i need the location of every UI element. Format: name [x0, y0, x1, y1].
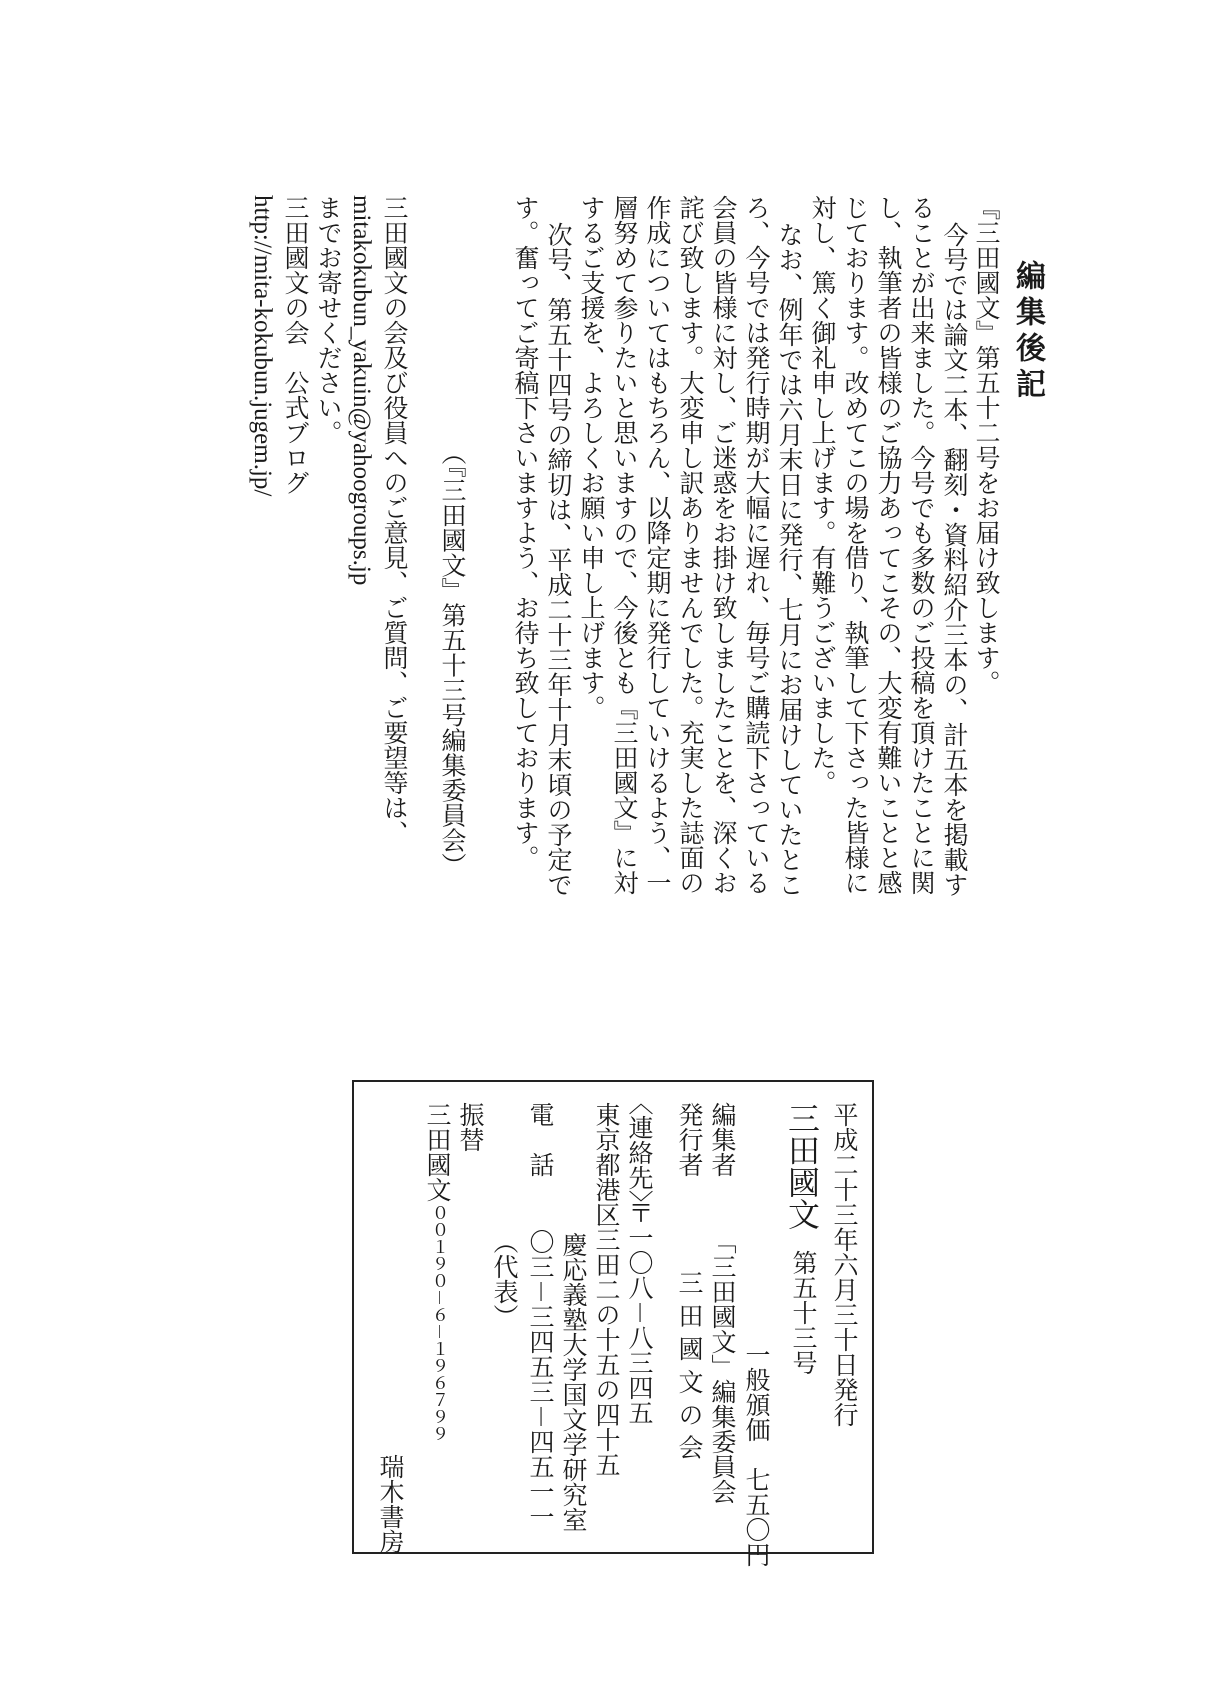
afterword-line: 層努めて参りたいと思いますので、今後とも『三田國文』に対	[610, 195, 639, 895]
colophon-journal-issue: 第五十三号	[789, 1250, 818, 1375]
afterword-line: 作成についてはもちろん、以降定期に発行していけるよう、一	[643, 195, 672, 895]
colophon-printer: 瑞木書房	[376, 1454, 405, 1554]
colophon-editor-label: 編集者	[708, 1102, 737, 1177]
colophon-phone-note: （代表）	[490, 1229, 519, 1329]
colophon-postal: 〒一〇八－八三四五	[625, 1200, 654, 1426]
afterword-line: ることが出来ました。今号でも多数のご投稿を頂けたことに関	[907, 195, 936, 895]
contact-line: 三田國文の会及び役員へのご意見、ご質問、ご要望等は、	[380, 195, 409, 845]
colophon-address: 東京都港区三田二の十五の四十五	[592, 1102, 621, 1477]
afterword-line: なお、例年では六月末日に発行、七月にお届けしていたとこ	[775, 222, 804, 897]
colophon-publisher-label: 発行者	[675, 1102, 704, 1177]
afterword-heading: 編集後記	[1010, 260, 1045, 404]
colophon-issue-date: 平成二十三年六月三十日発行	[830, 1102, 859, 1427]
colophon-contact-label: 〈連絡先〉	[625, 1090, 654, 1215]
afterword-line: し、執筆者の皆様のご協力あってこその、大変有難いことと感	[874, 195, 903, 895]
contact-line: までお寄せください。	[314, 195, 343, 445]
afterword-line: ろ、今号では発行時期が大幅に遅れ、毎号ご購読下さっている	[742, 195, 771, 895]
colophon-editor-value: 「三田國文」編集委員会	[708, 1229, 737, 1504]
afterword-line: するご支援を、よろしくお願い申し上げます。	[577, 195, 606, 720]
contact-email: mitakokubun_yakuin@yahoogroups.jp	[348, 195, 375, 586]
colophon-price: 一般頒価 七五〇円	[742, 1342, 771, 1567]
afterword-line: 次号、第五十四号の締切は、平成二十三年十月末頃の予定で	[544, 222, 573, 897]
afterword-line: す。奮ってご寄稿下さいますよう、お待ち致しております。	[511, 195, 540, 870]
afterword-line: 今号では論文二本、翻刻・資料紹介三本の、計五本を掲載す	[940, 222, 969, 897]
afterword-signature: （『三田國文』第五十三号編集委員会）	[438, 440, 467, 878]
afterword-line: 会員の皆様に対し、ご迷惑をお掛け致しましたことを、深くお	[709, 195, 738, 895]
afterword-line: 対し、篤く御礼申し上げます。有難うございました。	[808, 195, 837, 795]
colophon-journal-title: 三田國文	[783, 1102, 821, 1230]
afterword-line: 詫び致します。大変申し訳ありませんでした。充実した誌面の	[676, 195, 705, 895]
colophon-institution: 慶応義塾大学国文学研究室	[559, 1232, 588, 1532]
contact-line: 三田國文の会 公式ブログ	[281, 195, 310, 495]
afterword-line: じております。改めてこの場を借り、執筆して下さった皆様に	[841, 195, 870, 895]
colophon-box	[352, 1080, 874, 1567]
afterword-line: 『三田國文』第五十二号をお届け致します。	[972, 195, 1001, 695]
colophon-publisher-value: 三 田 國 文 の 会	[675, 1270, 704, 1460]
colophon-transfer-number: ００１９０－６－１９６７９９	[428, 1204, 448, 1442]
colophon-phone-value: 〇三－三四五三－四五一一	[526, 1229, 555, 1530]
colophon-phone-label: 電 話	[526, 1102, 555, 1177]
colophon-transfer-label: 振替	[456, 1102, 485, 1152]
contact-blog-url: http://mita-kokubun.jugem.jp/	[249, 195, 276, 497]
colophon-transfer-name: 三田國文	[423, 1102, 452, 1202]
